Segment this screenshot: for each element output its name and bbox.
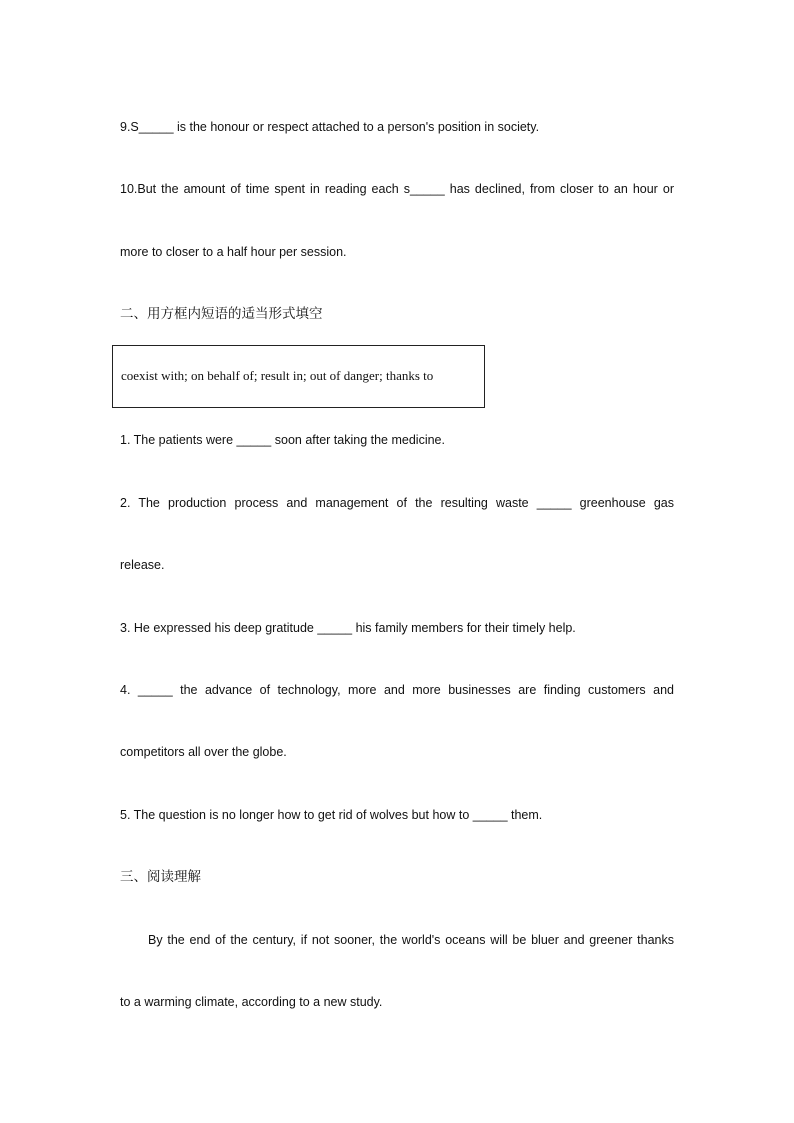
question-10-line-2: more to closer to a half hour per session. <box>120 245 347 259</box>
fill-question-5: 5. The question is no longer how to get rid of wolves but how to _____ them. <box>120 808 543 822</box>
question-10-line-1: 10.But the amount of time spent in reading each s_____ has declined, from closer to an hour or <box>120 182 674 196</box>
section-3-heading: 三、阅读理解 <box>120 869 201 885</box>
reading-paragraph-line-1: By the end of the century, if not sooner, the world's oceans will be bluer and greener thanks <box>148 933 674 947</box>
fill-question-4-line-1: 4. _____ the advance of technology, more and more businesses are finding customers and <box>120 683 674 697</box>
phrase-box <box>112 345 485 408</box>
fill-question-2-line-2: release. <box>120 558 165 572</box>
phrase-list: coexist with; on behalf of; result in; out of danger; thanks to <box>121 368 434 383</box>
question-9: 9.S_____ is the honour or respect attached to a person's position in society. <box>120 120 540 134</box>
fill-question-4-line-2: competitors all over the globe. <box>120 745 287 759</box>
reading-paragraph-line-2: to a warming climate, according to a new study. <box>120 995 383 1009</box>
fill-question-3: 3. He expressed his deep gratitude _____ his family members for their timely help. <box>120 621 576 635</box>
fill-question-1: 1. The patients were _____ soon after taking the medicine. <box>120 433 445 447</box>
section-2-heading: 二、用方框内短语的适当形式填空 <box>120 306 323 322</box>
fill-question-2-line-1: 2. The production process and management of the resulting waste _____ greenhouse gas <box>120 496 674 510</box>
